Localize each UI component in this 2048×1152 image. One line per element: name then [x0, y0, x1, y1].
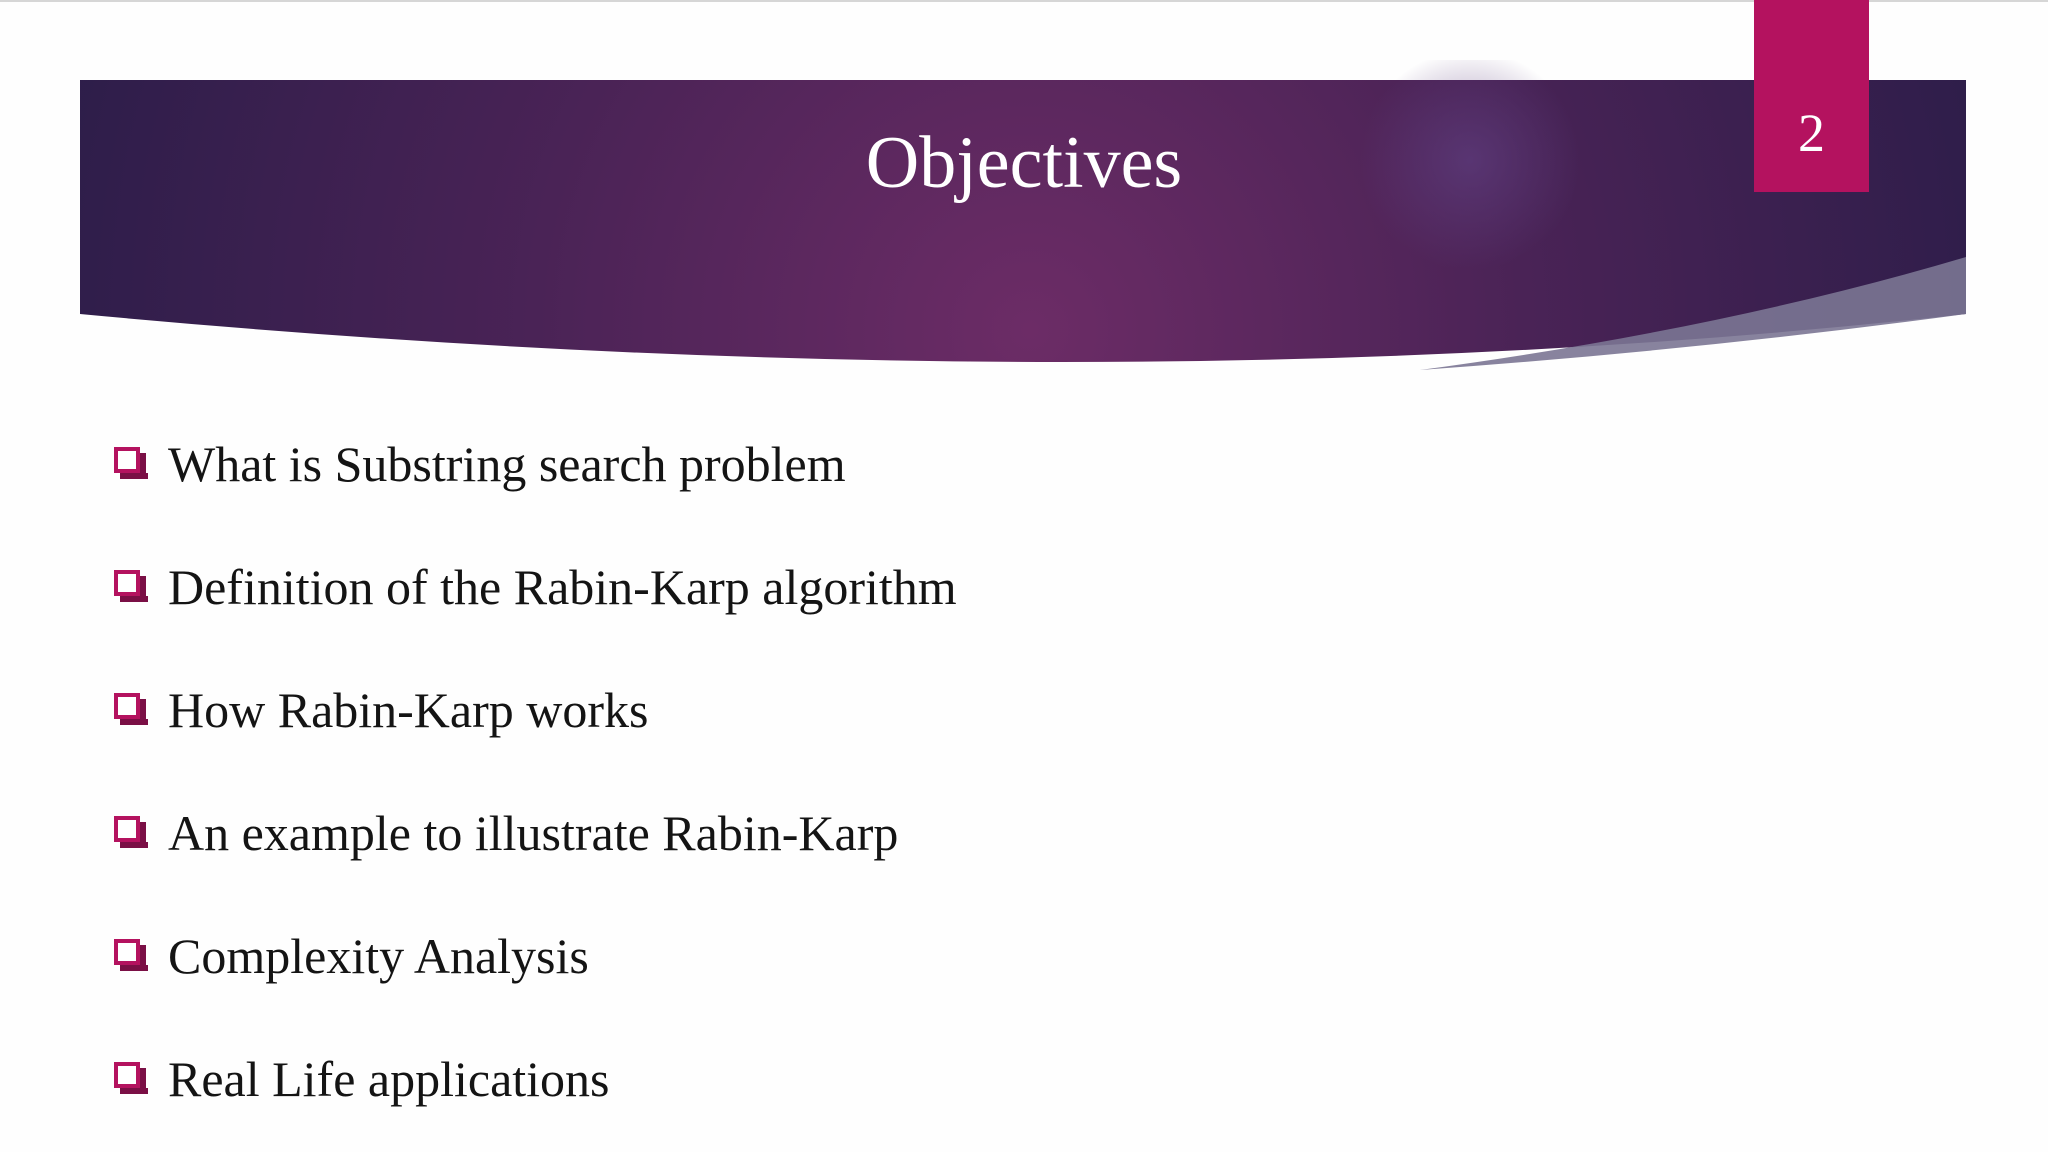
list-item	[114, 894, 957, 1017]
list-item	[114, 525, 957, 648]
page-number-tab	[1754, 0, 1869, 192]
list-item-text: How Rabin-Karp works	[168, 681, 649, 738]
list-item-text: Definition of the Rabin-Karp algorithm	[168, 558, 957, 615]
square-bullet-icon	[114, 447, 148, 481]
square-bullet-icon	[114, 693, 148, 727]
objectives-list	[114, 402, 957, 1140]
square-bullet-icon	[114, 939, 148, 973]
list-item	[114, 402, 957, 525]
list-item-text: Complexity Analysis	[168, 927, 589, 984]
list-item-text: Real Life applications	[168, 1050, 610, 1107]
list-item	[114, 1017, 957, 1140]
list-item-text: What is Substring search problem	[168, 435, 846, 492]
list-item	[114, 648, 957, 771]
page-number: 2	[1798, 103, 1825, 163]
square-bullet-icon	[114, 570, 148, 604]
square-bullet-icon	[114, 1062, 148, 1096]
list-item-text: An example to illustrate Rabin-Karp	[168, 804, 899, 861]
slide-title: Objectives	[865, 122, 1183, 204]
list-item	[114, 771, 957, 894]
square-bullet-icon	[114, 816, 148, 850]
